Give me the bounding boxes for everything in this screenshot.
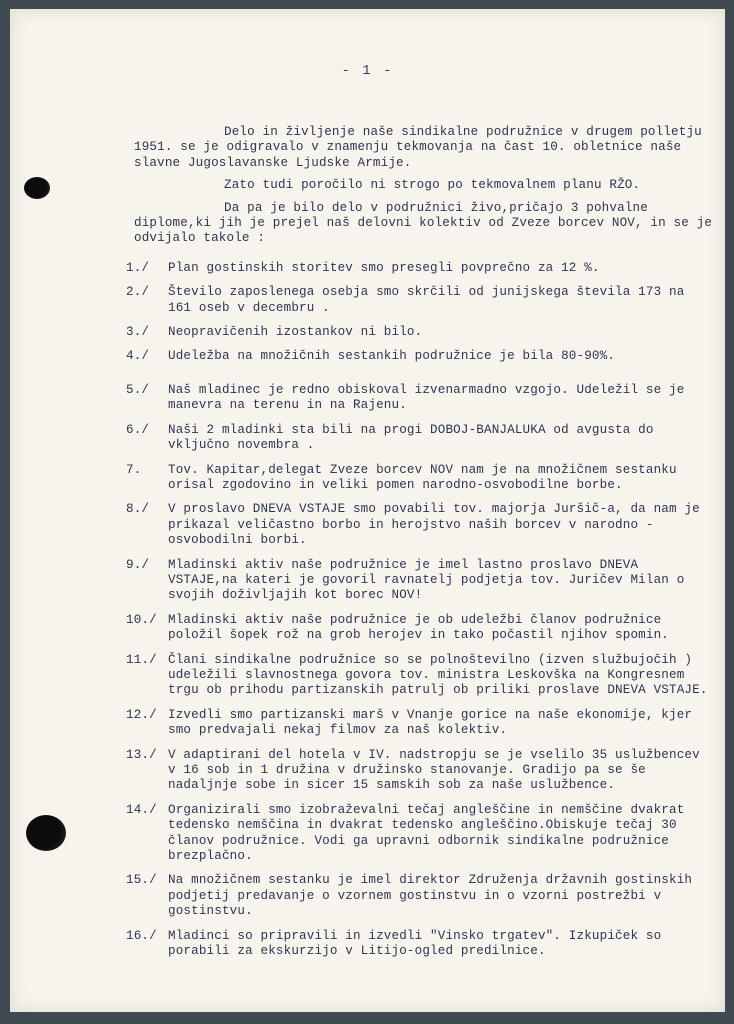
page-number: - 1 - [341,63,394,79]
item-number: 7. [126,462,142,477]
report-text [126,125,714,968]
intro-paragraph: Da pa je bilo delo v podružnici živo,pričajo 3 pohvalne diplome,ki jih je prejel naš delovni kolektiv od Zveze borcev NOV, in se je odvijalo takole : [134,200,713,246]
list-item [126,261,714,276]
list-item [126,748,714,794]
item-number: 1./ [126,260,150,275]
item-text: Naši 2 mladinki sta bili na progi DOBOJ-BANJALUKA od avgusta do vključno novembra . [168,422,654,453]
list-item [126,929,714,960]
item-text: Plan gostinskih storitev smo presegli povprečno za 12 %. [168,260,600,275]
item-number: 14./ [126,802,157,817]
list-item [126,285,714,316]
item-number: 10./ [126,612,157,627]
item-text: Mladinski aktiv naše podružnice je ob udeležbi članov podružnice položil šopek rož na grob herojev in tako počastil njihov spomin. [168,612,669,643]
intro-paragraph: Zato tudi poročilo ni strogo po tekmovalnem planu RŽO. [224,178,641,193]
item-text: Tov. Kapitar,delegat Zveze borcev NOV nam je na množičnem sestanku orisal zgodovino in veliki pomen narodno-osvobodilne borbe. [168,462,677,492]
list-item [126,502,714,548]
item-text: Organizirali smo izobraževalni tečaj angleščine in nemščine dvakrat tedensko nemščina in dvakrat tedensko angleščino.Obiskuje tečaj 30 članov podružnice. Vodi ga upravni odbornik sindikalne podružnice brezplačno. [168,802,685,864]
list-item [126,325,714,340]
item-number: 12./ [126,707,157,722]
item-number: 8./ [126,502,150,517]
list-item [126,423,714,454]
item-text: Mladinski aktiv naše podružnice je imel lastno proslavo DNEVA VSTAJE,na kateri je govoril ravnatelj podjetja tov. Juričev Milan o svojih doživljajih kot borec NOV! [168,557,685,603]
item-text: Naš mladinec je redno obiskoval izvenarmadno vzgojo. Udeležil se je manevra na terenu in na Rajenu. [168,382,685,413]
item-text: Na množičnem sestanku je imel direktor Združenja državnih gostinskih podjetij predavanje o vzornem gostinstvu in o vzorni postrežbi v gostinstvu. [168,873,693,919]
list-item [126,653,714,699]
list-item [126,708,714,739]
punch-hole-bottom [26,815,66,851]
list-item [126,558,714,604]
item-number: 11./ [126,652,157,667]
item-number: 15./ [126,873,157,888]
list-item [126,613,714,644]
item-text: Število zaposlenega osebja smo skrčili od junijskega števila 173 na 161 oseb v decembru . [168,285,685,315]
item-text: V proslavo DNEVA VSTAJE smo povabili tov. majorja Juršič-a, da nam je prikazal veličastno borbo in herojstvo naših borcev v narodno - osvobodilni borbi. [168,502,700,548]
item-text: Neopravičenih izostankov ni bilo. [168,325,423,340]
item-number: 9./ [126,557,150,572]
item-text: Udeležba na množičnih sestankih podružnice je bila 80-90%. [168,349,616,364]
list-item [126,463,714,494]
list-item [126,803,714,865]
item-number: 16./ [126,928,157,943]
item-text: Člani sindikalne podružnice so se polnoštevilno (izven službujočih ) udeležili slavnostnega govora tov. ministra Leskovška na Kongresnem trgu ob prihodu partizanskih patrulj ob priliki proslave DNEVA VSTAJE. [168,652,708,698]
item-text: V adaptirani del hotela v IV. nadstropju se je vselilo 35 uslužbencev v 16 sob in 1 družina v družinsko stanovanje. Gradijo pa se še nadaljnje sobe in sicer 15 samskih sob za naše uslužbence. [168,747,700,793]
punch-hole-top [24,177,50,199]
item-number: 3./ [126,325,150,340]
item-number: 6./ [126,422,150,437]
item-text: Izvedli smo partizanski marš v Vnanje gorice na naše ekonomije, kjer smo predvajali nekaj filmov za naš kolektiv. [168,707,693,738]
list-item [126,349,714,364]
item-number: 5./ [126,382,150,397]
intro-paragraph: Delo in življenje naše sindikalne podružnice v drugem polletju 1951. se je odigravalo v znamenju tekmovanja na čast 10. obletnice naše slavne Jugoslavanske Ljudske Armije. [134,125,702,170]
item-number: 4./ [126,349,150,364]
item-text: Mladinci so pripravili in izvedli "Vinsko trgatev". Izkupiček so porabili za ekskurzijo v Litijo-ogled predilnice. [168,928,662,959]
list-item [126,873,714,919]
list-item [126,383,714,414]
item-number: 13./ [126,747,157,762]
document-page [10,9,725,1012]
item-number: 2./ [126,285,150,300]
